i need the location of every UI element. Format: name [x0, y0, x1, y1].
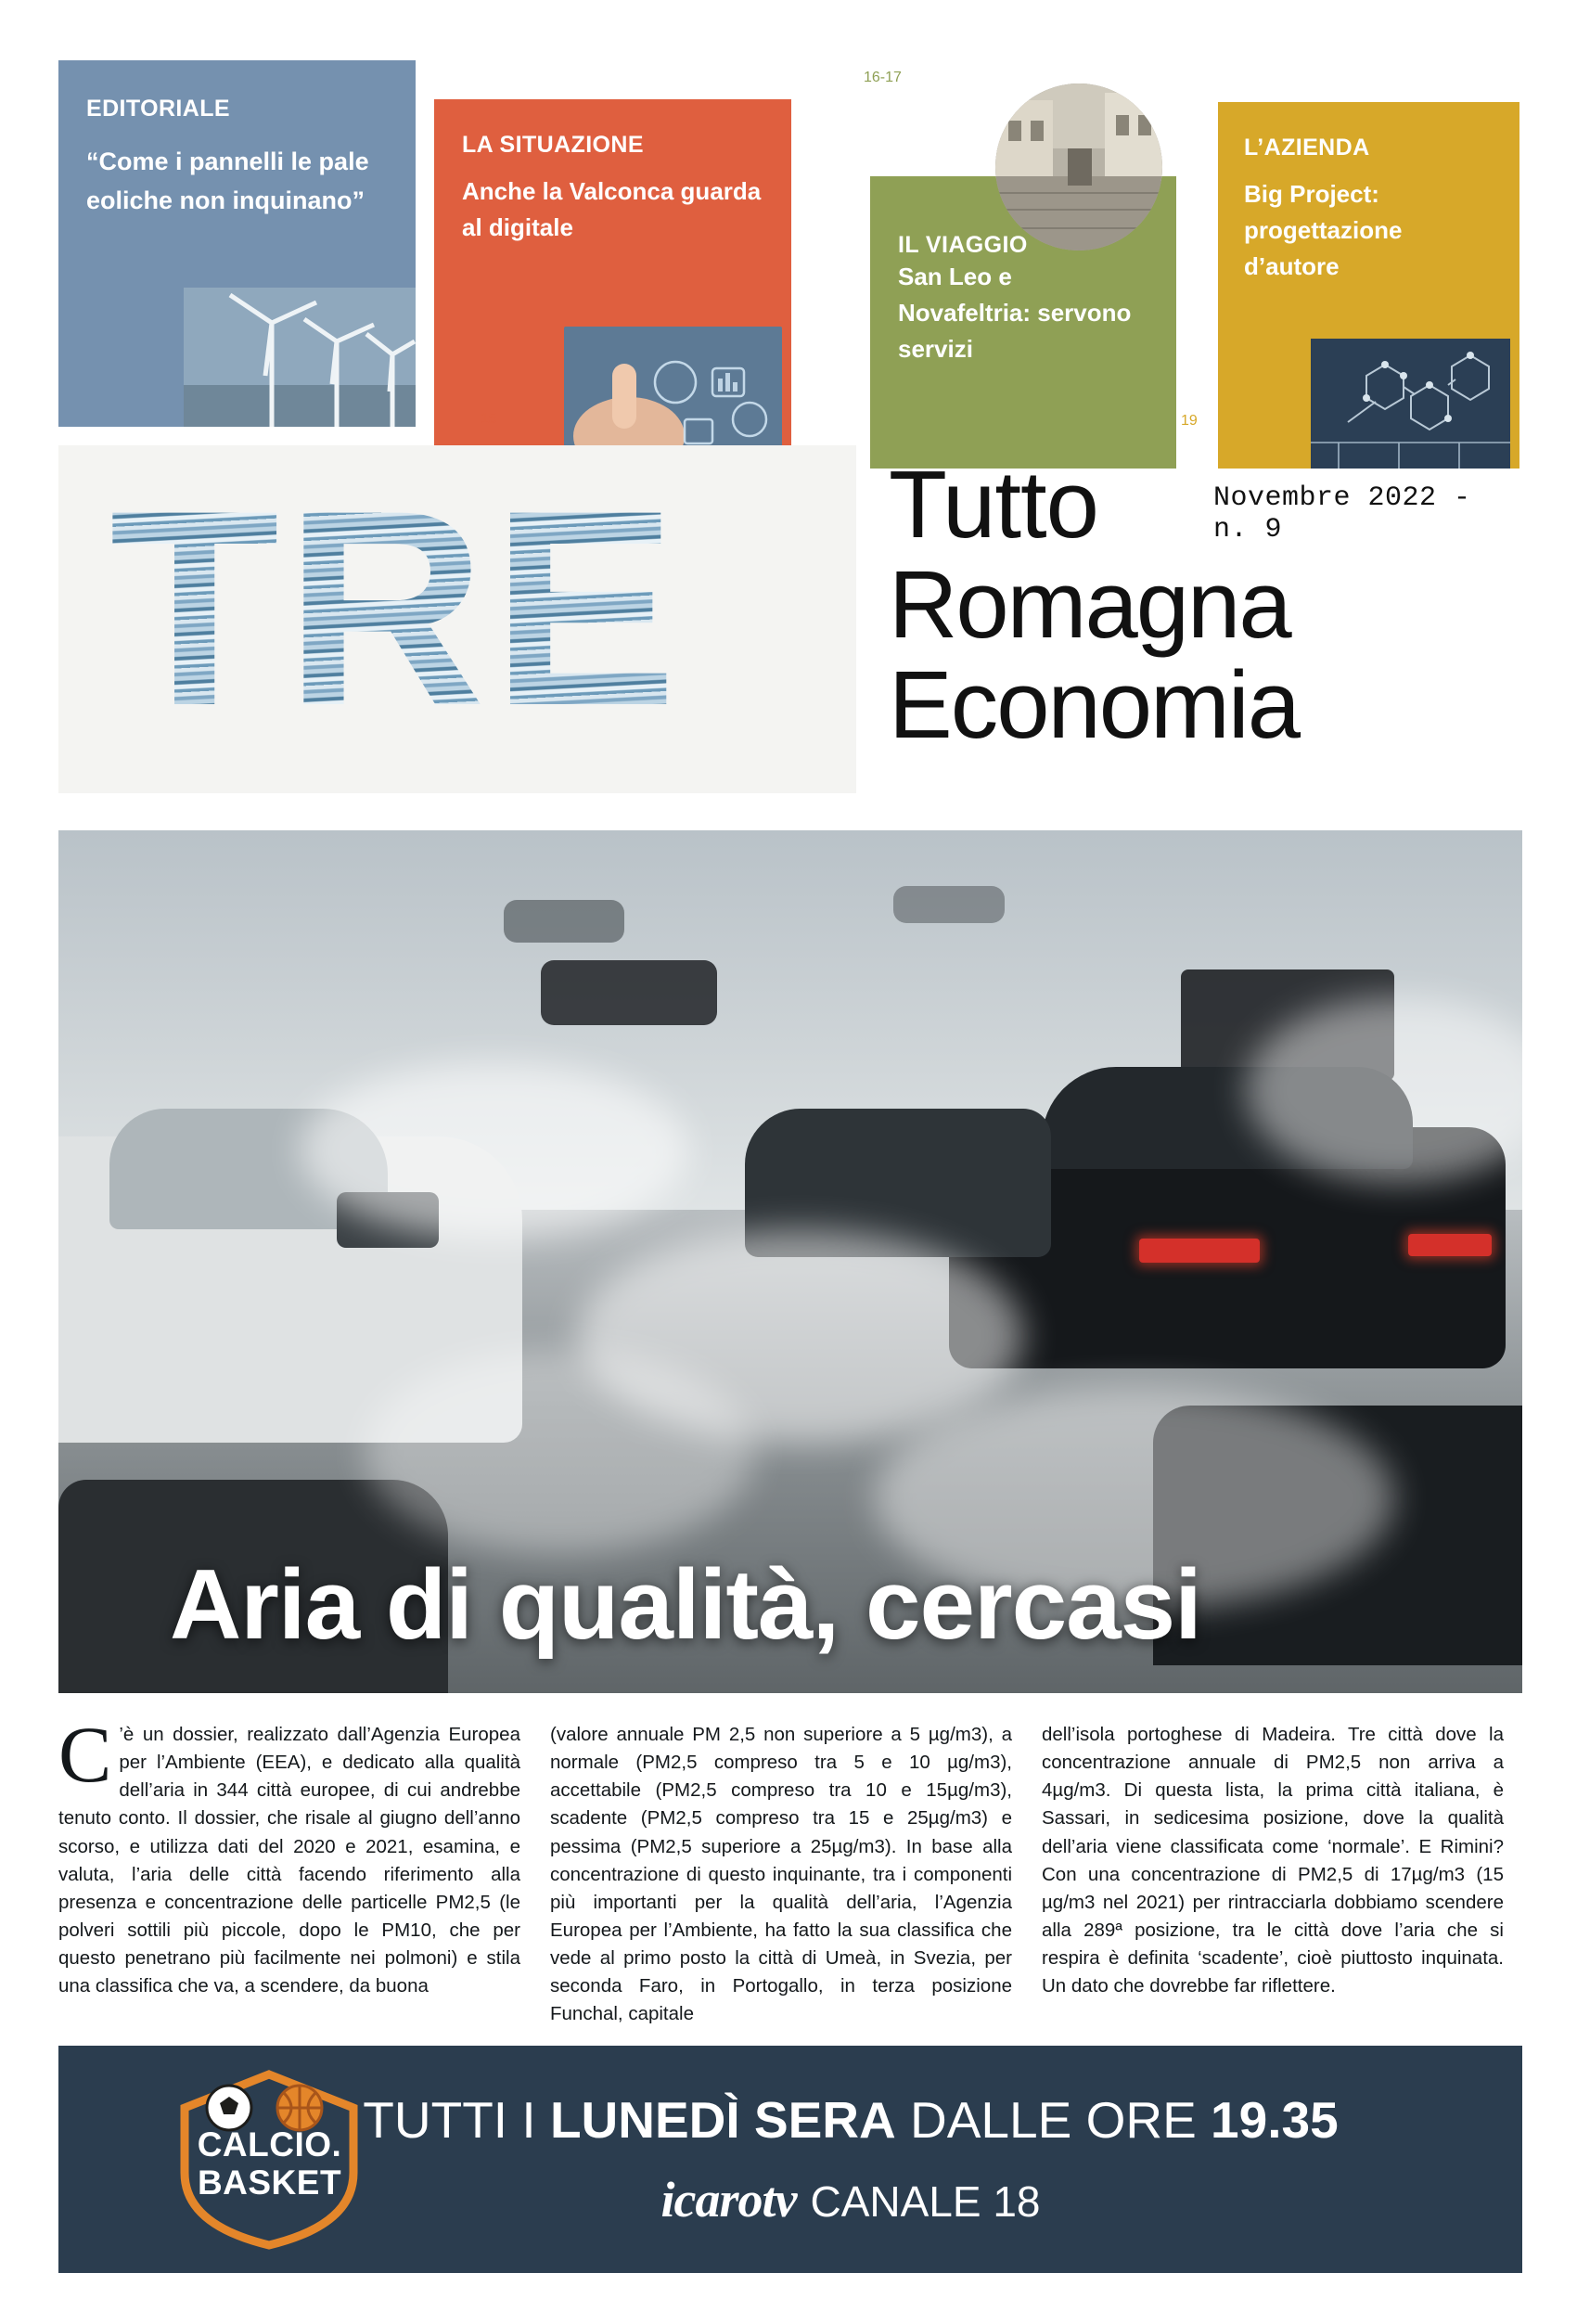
article-column-2 [550, 1721, 1012, 2028]
teaser-page-number: 14 [416, 79, 432, 95]
photo-taillight [1408, 1234, 1492, 1256]
photo-taillight [1139, 1239, 1260, 1263]
teaser-strip [58, 51, 1519, 429]
teaser-kicker: L’AZIENDA [1244, 135, 1370, 160]
lead-article [58, 1710, 1522, 2028]
teaser-headline: “Come i pannelli le pale eoliche non inquinano” [86, 147, 369, 214]
photo-exhaust-smoke [365, 1350, 754, 1554]
teaser-headline: San Leo e Novafeltria: servono servizi [898, 262, 1132, 363]
ad-channel-name: icarotv [660, 2172, 797, 2228]
masthead-line-romagna: Romagna [889, 551, 1290, 658]
teaser-page-number: 19 [1181, 413, 1198, 429]
photo-vehicle-distant [504, 900, 624, 943]
ad-schedule-mid: DALLE ORE [895, 2091, 1212, 2149]
ad-schedule-time: 19.35 [1211, 2091, 1339, 2149]
photo-exhaust-smoke [300, 1062, 689, 1239]
cover-headline: Aria di qualità, cercasi [170, 1548, 1201, 1660]
ad-schedule-day: LUNEDÌ SERA [549, 2091, 896, 2149]
teaser-kicker: EDITORIALE [86, 96, 230, 122]
masthead-line-economia: Economia [889, 651, 1300, 758]
teaser-azienda[interactable] [1218, 102, 1519, 469]
cover-photo-traffic-smog [58, 830, 1522, 1693]
logo-line-calcio: CALCIO. [197, 2125, 342, 2164]
teaser-kicker: IL VIAGGIO [898, 232, 1028, 258]
ad-schedule-prefix: TUTTI I [363, 2091, 550, 2149]
masthead [58, 445, 1519, 798]
issue-date: Novembre 2022 - n. 9 [1213, 482, 1471, 546]
wind-turbines-photo [184, 288, 416, 427]
masthead-line-tutto: Tutto [889, 451, 1098, 558]
ad-channel-line [58, 2171, 1522, 2228]
article-dropcap: C [58, 1710, 112, 1799]
teaser-page-number: 16-17 [864, 70, 902, 85]
article-text-2: (valore annuale PM 2,5 non superiore a 5 µg/m3), a normale (PM2,5 compreso tra 5 e 10 µg/m3), accettabile (PM2,5 compreso tra 10 e 15µg/m3), scadente (PM2,5 compreso tra 15 e 25µg/m3) e pessima (PM2,5 superiore a 25µg/m3). In base alla concentrazione di questo inquinante, tra i componenti più importanti per la qualità dell’aria, l’Agenzia Europea per l’Ambiente, ha fatto la sua classifica che vede al primo posto la città di Umeà, in Svezia, per seconda Faro, in Portogallo, in terza posizione Funchal, capitale [550, 1724, 1012, 2025]
teaser-page-number: 15 [481, 411, 497, 427]
old-town-street-photo [995, 83, 1162, 250]
teaser-kicker: LA SITUAZIONE [462, 132, 644, 158]
ad-channel-number: CANALE 18 [810, 2177, 1041, 2226]
article-text-1: ’è un dossier, realizzato dall’Agenzia Europea per l’Ambiente (EEA), e dedicato alla qualità dell’aria in 344 città europee, di cui andrebbe tenuto conto. Il dossier, che risale al giugno dell’anno scorso, e utilizza dati del 2020 e 2021, esamina, e valuta, l’aria delle città facendo riferimento alla presenza e concentrazione delle particelle PM2,5 (le polveri sottili più piccole, dopo le PM10, che per questo penetrano più facilmente nei polmoni) e stila una classifica che va, a scendere, da buona [58, 1724, 520, 1997]
photo-vehicle-distant [893, 886, 1005, 923]
teaser-headline: Anche la Valconca guarda al digitale [462, 176, 762, 241]
teaser-editoriale[interactable] [58, 60, 416, 427]
logo-line-basket: BASKET [197, 2163, 342, 2202]
article-column-1 [58, 1710, 520, 2028]
article-text-3: dell’isola portoghese di Madeira. Tre città dove la concentrazione annuale di PM2,5 non arriva a 4µg/m3. Di questa lista, la prima città italiana, è Sassari, in sedicesima posizione, dove la qualità dell’aria viene classificata come ‘normale’. E Rimini? Con una concentrazione di PM2,5 di 17µg/m3 (15 µg/m3 nel 2021) per rintracciarla dobbiamo scendere alla 289ª posizione, tra le città dove l’aria che si respira è definita ‘scadente’, cioè piuttosto inquinata. Un dato che dovrebbe far riflettere. [1042, 1724, 1504, 1997]
masthead-logo-tre: TRE [109, 452, 683, 764]
teaser-headline: Big Project: progettazione d’autore [1244, 179, 1403, 280]
photo-vehicle-mid [541, 960, 717, 1025]
article-column-3 [1042, 1721, 1504, 2028]
ad-schedule-line [58, 2090, 1522, 2150]
bottom-advertisement[interactable] [58, 2046, 1522, 2273]
